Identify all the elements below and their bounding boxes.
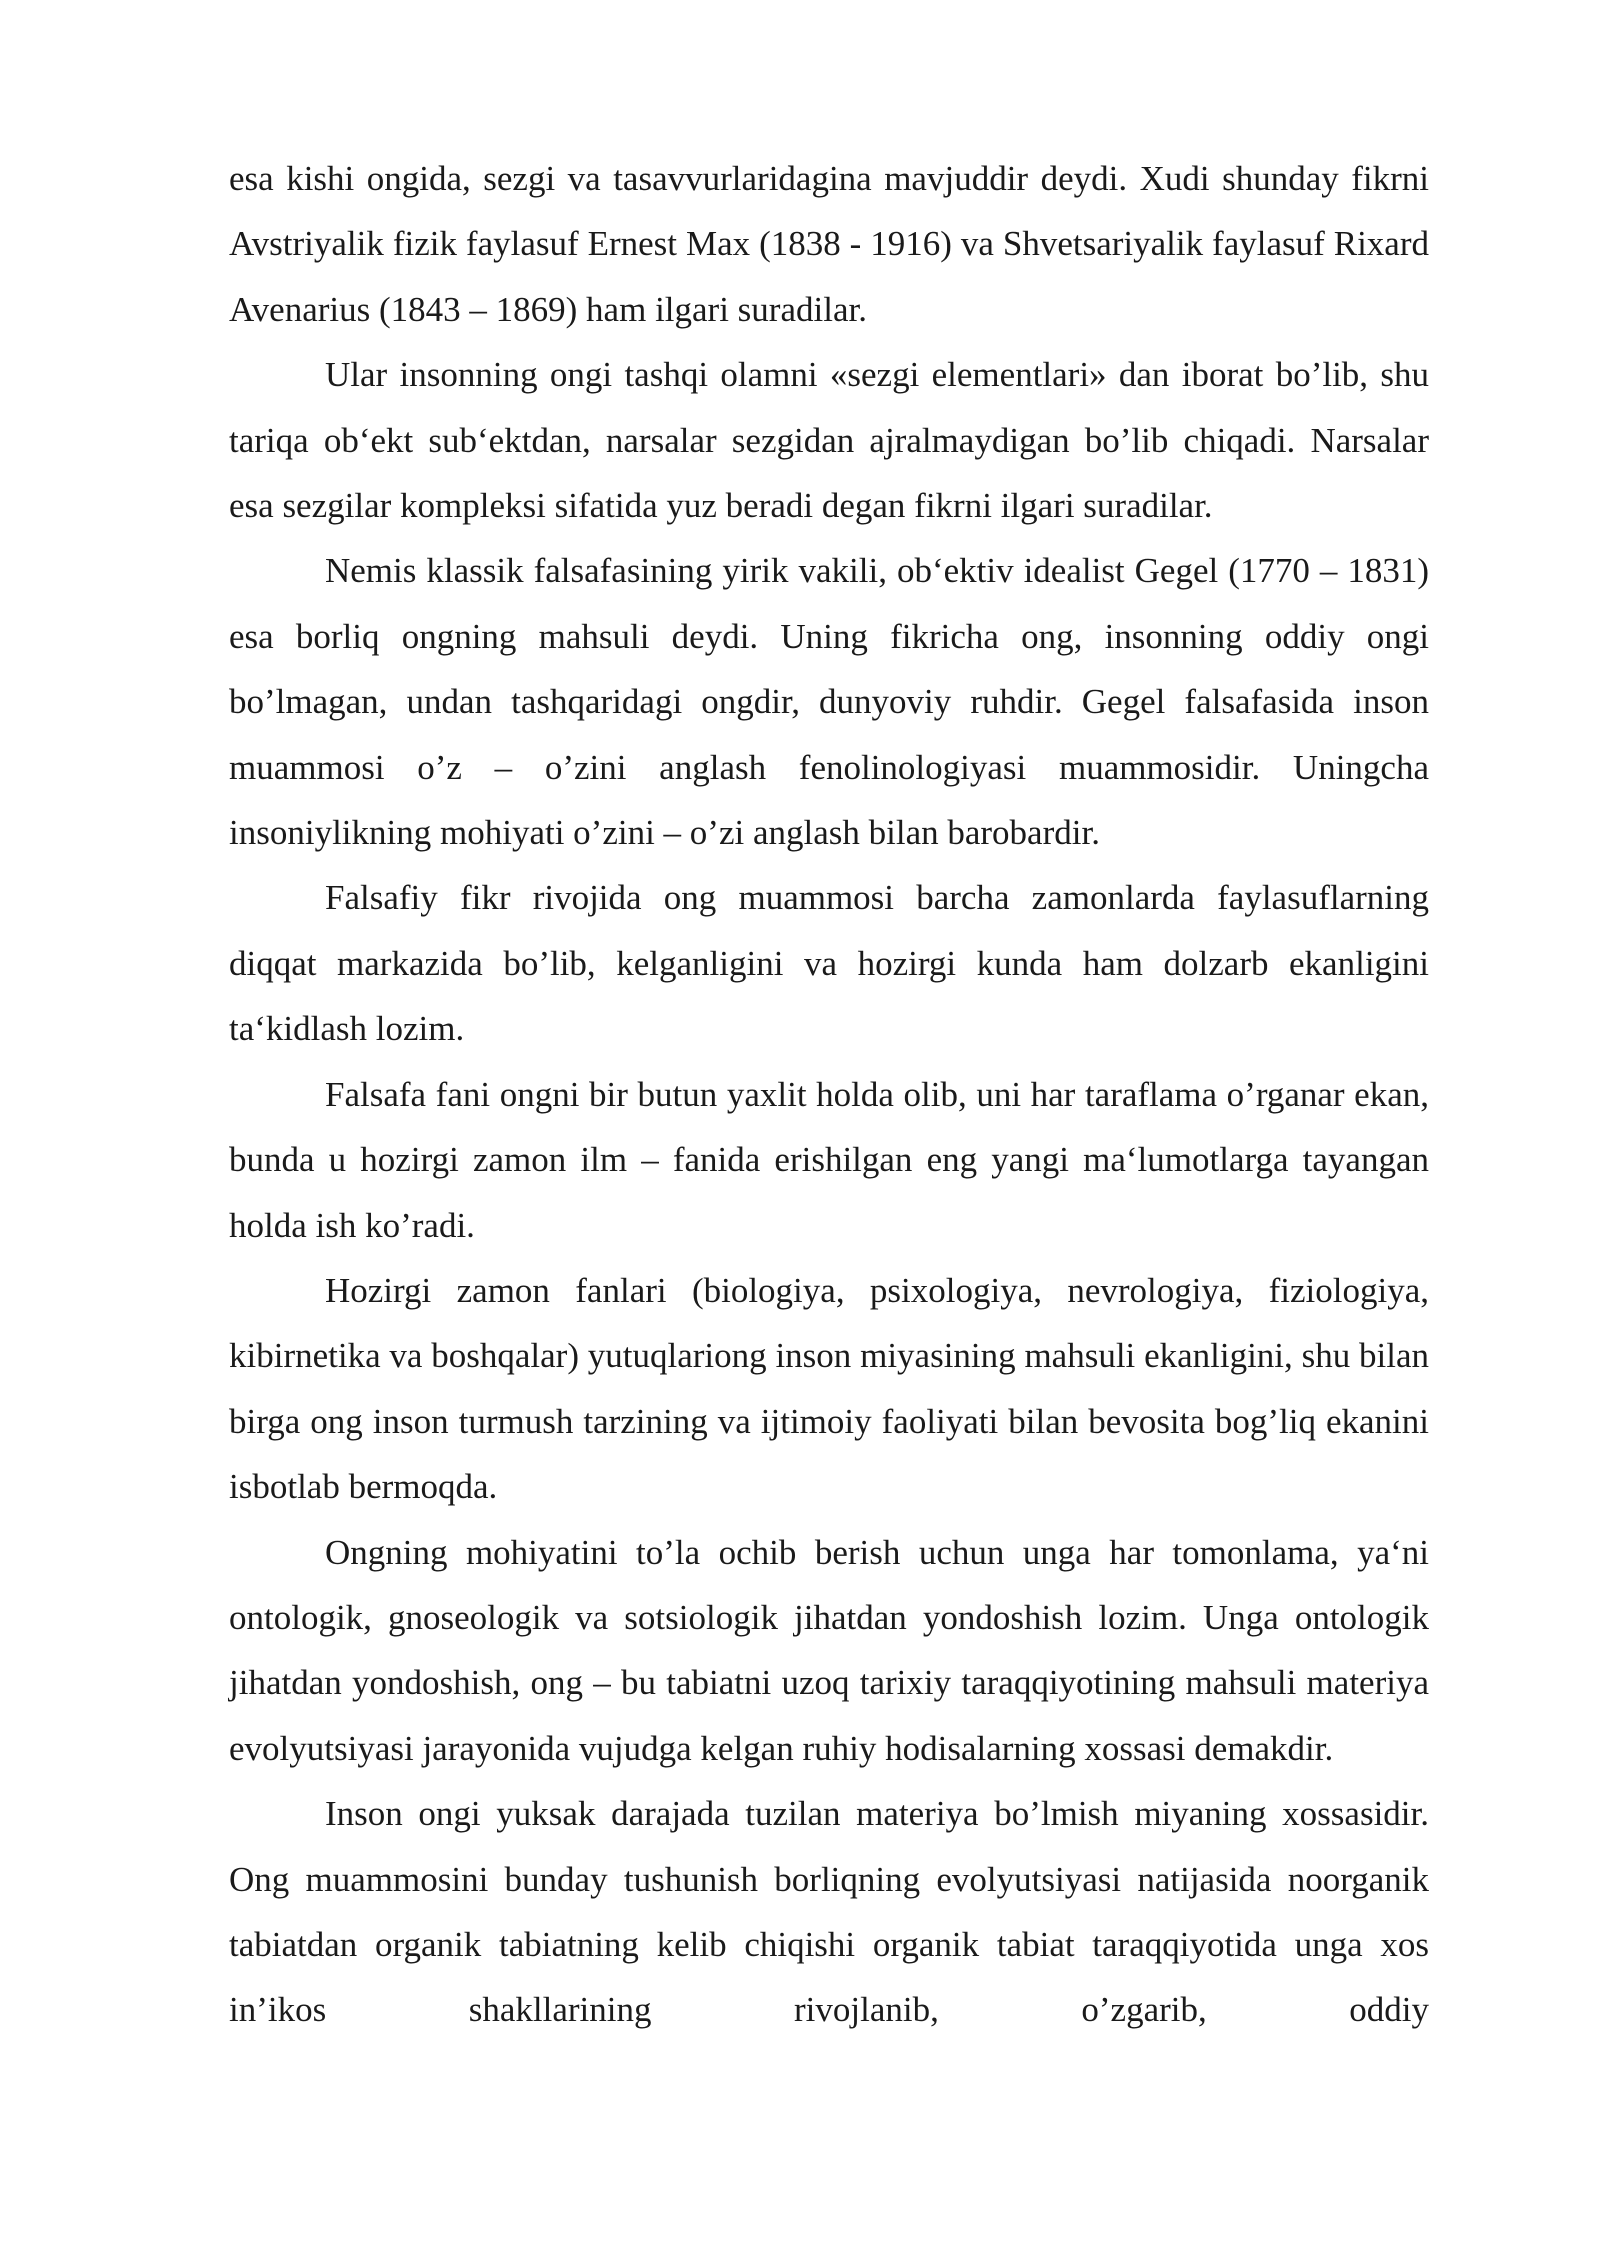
paragraph-6: Hozirgi zamon fanlari (biologiya, psixologiya, nevrologiya, fiziologiya, kibirnetika va boshqalar) yutuqlariong inson miyasining mahsuli ekanligini, shu bilan birga ong inson turmush tarzining va ijtimoiy faoliyati bilan bevosita bog’liq ekanini isbotlab bermoqda. bbox=[229, 1270, 1429, 1507]
paragraph-1: esa kishi ongida, sezgi va tasavvurlaridagina mavjuddir deydi. Xudi shunday fikrni Avstriyalik fizik faylasuf Ernest Max (1838 - 1916) va Shvetsariyalik faylasuf Rixard Avenarius (1843 – 1869) ham ilgari suradilar. bbox=[229, 159, 1429, 329]
paragraph-8: Inson ongi yuksak darajada tuzilan materiya bo’lmish miyaning xossasidir. Ong muammosini bunday tushunish borliqning evolyutsiyasi natijasida noorganik tabiatdan organik tabiatning kelib chiqishi organik tabiat taraqqiyotida unga xos in’ikos shakllarining rivojlanib, o’zgarib, oddiy bbox=[229, 1794, 1429, 2030]
body-text bbox=[229, 146, 1429, 2043]
paragraph-7: Ongning mohiyatini to’la ochib berish uchun unga har tomonlama, ya‘ni ontologik, gnoseologik va sotsiologik jihatdan yondoshish lozim. Unga ontologik jihatdan yondoshish, ong – bu tabiatni uzoq tarixiy taraqqiyotining mahsuli materiya evolyutsiyasi jarayonida vujudga kelgan ruhiy hodisalarning xossasi demakdir. bbox=[229, 1532, 1429, 1768]
paragraph-4: Falsafiy fikr rivojida ong muammosi barcha zamonlarda faylasuflarning diqqat markazida bo’lib, kelganligini va hozirgi kunda ham dolzarb ekanligini ta‘kidlash lozim. bbox=[229, 878, 1429, 1049]
paragraph-3: Nemis klassik falsafasining yirik vakili, ob‘ektiv idealist Gegel (1770 – 1831) esa borliq ongning mahsuli deydi. Uning fikricha ong, insonning oddiy ongi bo’lmagan, undan tashqaridagi ongdir, dunyoviy ruhdir. Gegel falsafasida inson muammosi o’z – o’zini anglash fenolinologiyasi muammosidir. Uningcha insoniylikning mohiyati o’zini – o’zi anglash bilan barobardir. bbox=[229, 551, 1429, 853]
paragraph-5: Falsafa fani ongni bir butun yaxlit holda olib, uni har taraflama o’rganar ekan, bunda u hozirgi zamon ilm – fanida erishilgan eng yangi ma‘lumotlarga tayangan holda ish ko’radi. bbox=[229, 1074, 1429, 1245]
paragraph-2: Ular insonning ongi tashqi olamni «sezgi elementlari» dan iborat bo’lib, shu tariqa ob‘ekt sub‘ektdan, narsalar sezgidan ajralmaydigan bo’lib chiqadi. Narsalar esa sezgilar kompleksi sifatida yuz beradi degan fikrni ilgari suradilar. bbox=[229, 355, 1429, 526]
